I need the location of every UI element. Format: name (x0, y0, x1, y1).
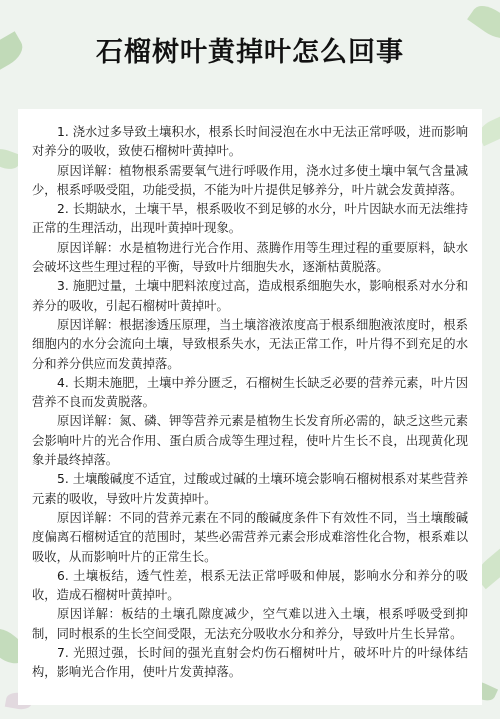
cause-4-explanation: 原因详解：氮、磷、钾等营养元素是植物生长发育所必需的，缺乏这些元素会影响叶片的光合作用、蛋白质合成等生理过程，使叶片生长不良，出现黄化现象并最终掉落。 (32, 414, 468, 468)
cause-2-explanation: 原因详解：水是植物进行光合作用、蒸腾作用等生理过程的重要原料，缺水会破坏这些生理过程的平衡，导致叶片细胞失水，逐渐枯黄脱落。 (32, 240, 468, 275)
cause-5-explanation: 原因详解：不同的营养元素在不同的酸碱度条件下有效性不同，当土壤酸碱度偏离石榴树适宜的范围时，某些必需营养元素会形成难溶性化合物，根系难以吸收，从而影响叶片的正常生长。 (32, 510, 468, 564)
cause-3: 3. 施肥过量，土壤中肥料浓度过高，造成根系细胞失水，影响根系对水分和养分的吸收，引起石榴树叶黄掉叶。 (32, 279, 468, 313)
cause-6-explanation: 原因详解：板结的土壤孔隙度减少，空气难以进入土壤，根系呼吸受到抑制，同时根系的生长空间受限，无法充分吸收水分和养分，导致叶片生长异常。 (32, 607, 468, 641)
article-card (18, 109, 482, 705)
cause-2: 2. 长期缺水，土壤干旱，根系吸收不到足够的水分，叶片因缺水而无法维持正常的生理活动，出现叶黄掉叶现象。 (32, 202, 468, 236)
cause-5: 5. 土壤酸碱度不适宜，过酸或过碱的土壤环境会影响石榴树根系对某些营养元素的吸收，导致叶片发黄掉叶。 (32, 472, 468, 506)
cause-3-explanation: 原因详解：根据渗透压原理，当土壤溶液浓度高于根系细胞液浓度时，根系细胞内的水分会流向土壤，导致根系失水，无法正常工作，叶片得不到充足的水分和养分供应而发黄掉落。 (32, 317, 468, 371)
cause-1-explanation: 原因详解：植物根系需要氧气进行呼吸作用，浇水过多使土壤中氧气含量减少，根系呼吸受阻，功能受损，不能为叶片提供足够养分，叶片就会发黄掉落。 (32, 163, 468, 197)
cause-1: 1. 浇水过多导致土壤积水，根系长时间浸泡在水中无法正常呼吸，进而影响对养分的吸收，致使石榴树叶黄掉叶。 (32, 125, 468, 159)
cause-4: 4. 长期未施肥，土壤中养分匮乏，石榴树生长缺乏必要的营养元素，叶片因营养不良而发黄脱落。 (32, 375, 468, 410)
cause-7: 7. 光照过强，长时间的强光直射会灼伤石榴树叶片，破坏叶片的叶绿体结构，影响光合作用，使叶片发黄掉落。 (32, 646, 468, 680)
page-title: 石榴树叶黄掉叶怎么回事 (96, 37, 404, 68)
cause-6: 6. 土壤板结，透气性差，根系无法正常呼吸和伸展，影响水分和养分的吸收，造成石榴树叶黄掉叶。 (32, 568, 468, 603)
